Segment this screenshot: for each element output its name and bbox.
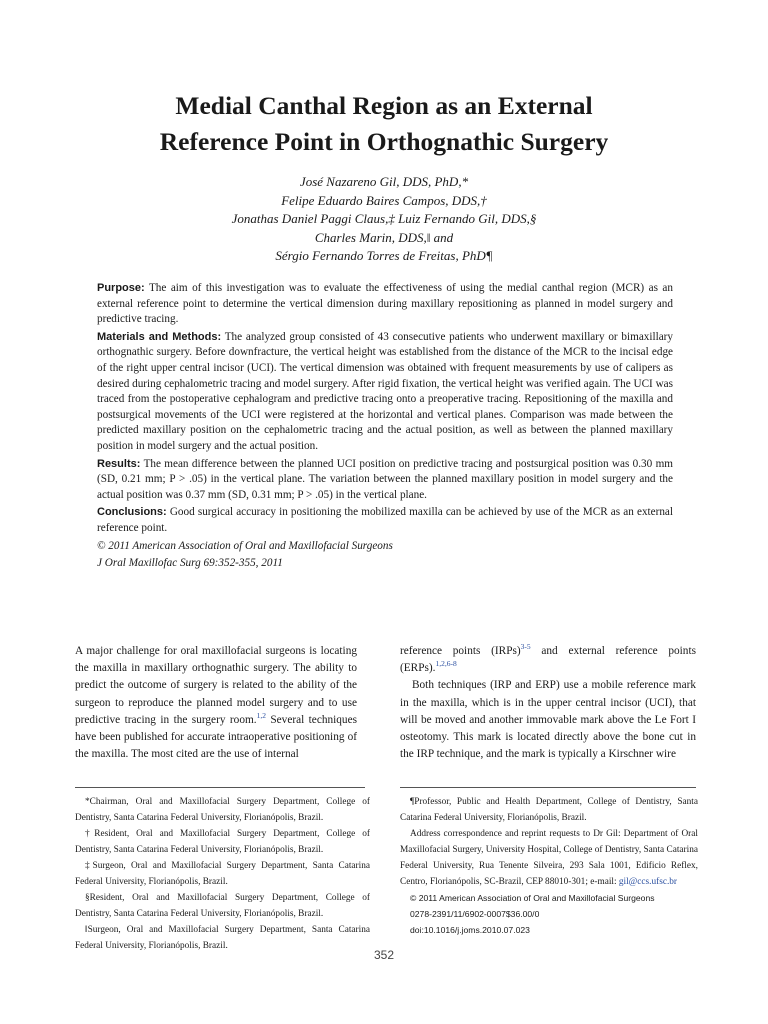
footnote-divider (75, 787, 365, 788)
title-line-2: Reference Point in Orthognathic Surgery (159, 127, 609, 156)
doi-identifier: doi:10.1016/j.joms.2010.07.023 (410, 925, 530, 935)
affiliation-footnote: †Resident, Oral and Maxillofacial Surgery Department, College of Dentistry, Santa Catarina Federal University, Florianópolis, Brazil. (75, 829, 370, 855)
author-line: Jonathas Daniel Paggi Claus,‡ Luiz Fernando Gil, DDS,§ (231, 211, 537, 226)
abstract-conclusions (97, 505, 673, 536)
affiliation-footnote: ¶Professor, Public and Health Department, College of Dentistry, Santa Catarina Federal University, Florianópolis, Brazil. (400, 797, 698, 823)
purpose-label: Purpose: (97, 282, 145, 294)
author-line: Felipe Eduardo Baires Campos, DDS,† (281, 192, 487, 208)
body-column-right (400, 643, 696, 763)
body-paragraph (400, 643, 696, 677)
abstract-purpose (97, 281, 673, 328)
footnote-copyright: © 2011 American Association of Oral and Maxillofacial Surgeons (410, 893, 655, 903)
conclusions-text: Good surgical accuracy in positioning the mobilized maxilla can be achieved by use of the MCR as an external reference point. (97, 506, 673, 534)
footnote-divider (400, 787, 696, 788)
affiliation-footnote: *Chairman, Oral and Maxillofacial Surgery Department, College of Dentistry, Santa Catarina Federal University, Florianópolis, Brazil. (75, 797, 370, 823)
body-text: reference points (IRPs) (400, 645, 521, 657)
affiliation-footnote: ‖Surgeon, Oral and Maxillofacial Surgery Department, Santa Catarina Federal University, Florianópolis, Brazil. (75, 925, 370, 951)
page-number: 352 (373, 948, 395, 962)
body-text: Several techniques have been published for accurate intraoperative positioning of the maxilla. The most cited are the use of internal (75, 713, 357, 761)
author-line: Charles Marin, DDS,‖ and (314, 229, 454, 245)
footnotes-right (400, 794, 698, 938)
title-line-1: Medial Canthal Region as an External (175, 91, 593, 120)
body-text: and external reference points (ERPs). (400, 645, 696, 675)
author-line: Sérgio Fernando Torres de Freitas, PhD¶ (275, 248, 493, 263)
body-paragraph: Both techniques (IRP and ERP) use a mobile reference mark in the maxilla, which is in the upper central incisor (UCI), that will be moved and another immovable mark above the Le Fort I osteotomy. This mark is located directly above the bone cut in the IRP technique, and the mark is typically a Kirschner wire (400, 679, 696, 761)
abstract-citation: J Oral Maxillofac Surg 69:352-355, 2011 (97, 557, 283, 570)
footnotes-left (75, 794, 370, 954)
results-label: Results: (97, 457, 141, 470)
author-list (60, 173, 708, 266)
purpose-text: The aim of this investigation was to evaluate the effectiveness of using the medial canthal region (MCR) as an external reference point to determine the vertical dimension during maxillary repositioning as planned in model surgery and predictive tracing. (97, 282, 673, 326)
body-paragraph (75, 643, 357, 763)
results-text: The mean difference between the planned UCI position on predictive tracing and postsurgical position was 0.30 mm (SD, 0.21 mm; P > .05) in the vertical plane. The variation between the planned maxillary position in model surgery and the actual position was 0.37 mm (SD, 0.31 mm; P > .05) in the vertical plane. (97, 457, 673, 501)
article-title (60, 88, 708, 160)
abstract-copyright: © 2011 American Association of Oral and Maxillofacial Surgeons (97, 539, 393, 552)
abstract-methods (97, 330, 673, 455)
body-text: A major challenge for oral maxillofacial surgeons is locating the maxilla in maxillary orthognathic surgery. The ability to predict the outcome of surgery is related to the ability of the surgeon to reproduce the planned model surgery and to use predictive tracing in the surgery room. (75, 645, 357, 726)
conclusions-label: Conclusions: (97, 506, 167, 519)
abstract (97, 281, 673, 574)
reference-link[interactable]: 3-5 (520, 642, 531, 652)
email-link[interactable]: gil@ccs.ufsc.br (618, 877, 678, 887)
affiliation-footnote: ‡Surgeon, Oral and Maxillofacial Surgery Department, Santa Catarina Federal University, Florianópolis, Brazil. (75, 861, 370, 887)
body-column-left (75, 643, 357, 763)
affiliation-footnote: §Resident, Oral and Maxillofacial Surgery Department, College of Dentistry, Santa Catarina Federal University, Florianópolis, Brazil. (75, 893, 370, 919)
reference-link[interactable]: 1,2 (256, 711, 266, 721)
issn-code: 0278-2391/11/6902-0007$36.00/0 (410, 909, 540, 919)
correspondence-text: Address correspondence and reprint requests to Dr Gil: Department of Oral Maxillofacial Surgery, University Hospital, College of Dentistry, Santa Catarina Federal University, Rua Tenente Silveira, 293 Sala 1001, Edificio Reflex, Centro, Florianópolis, SC-Brazil, CEP 88010-301; e-mail: (400, 829, 698, 887)
methods-label: Materials and Methods: (97, 330, 222, 343)
author-line: José Nazareno Gil, DDS, PhD,* (299, 174, 469, 189)
reference-link[interactable]: 1,2,6-8 (435, 659, 457, 669)
methods-text: The analyzed group consisted of 43 consecutive patients who underwent maxillary or bimaxillary orthognathic surgery. Before downfracture, the vertical height was established from the distance of the MCR to the incisal edge of the right upper central incisor (UCI). The vertical dimension was obtained with frequent measurements by use of calipers as desired during cephalometric tracing and model surgery. After rigid fixation, the vertical height was verified again. The UCI was traced from the postoperative cephalogram and predictive tracing onto a preoperative tracing. Repositioning of the maxilla and postsurgical movements of the UCI were registered at the horizontal and vertical planes. Comparison was made between the predicted maxillary position on the cephalometric tracing and the actual position, as well as between the planned maxillary position in model surgery and the actual position. (97, 330, 673, 452)
abstract-results (97, 457, 673, 504)
correspondence-footnote (400, 826, 698, 890)
